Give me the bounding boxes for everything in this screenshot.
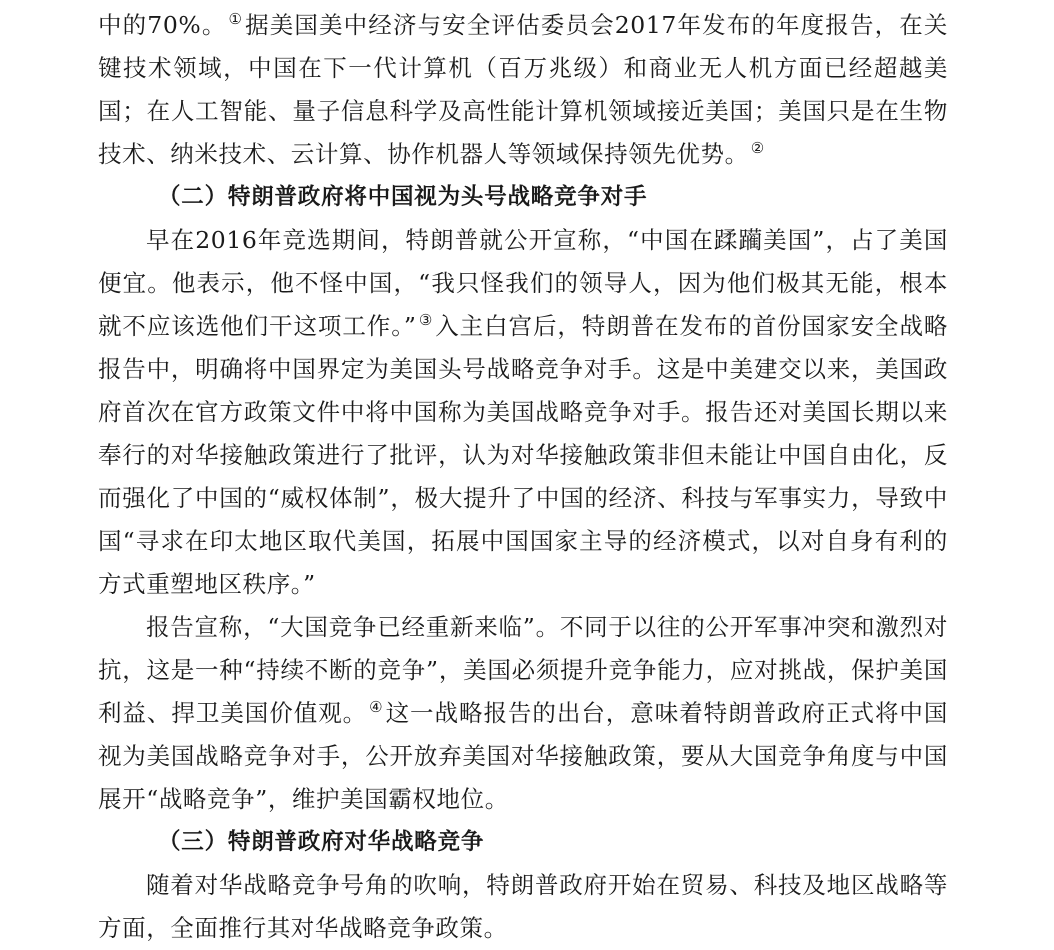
paragraph-policy-rollout: 随着对华战略竞争号角的吹响，特朗普政府开始在贸易、科技及地区战略等方面，全面推行其对华战略竞争政策。 bbox=[98, 871, 948, 942]
paragraph-text: 早在2016年竞选期间，特朗普就公开宣称，“中国在蹂躏美国”，占了美国便宜。他表示，他不怪中国，“我只怪我们的领导人，因为他们极其无能，根本就不应该选他们干这项工作。” bbox=[98, 226, 948, 340]
paragraph-text: 中的70%。 bbox=[98, 11, 227, 39]
footnote-marker-2[interactable]: ② bbox=[750, 139, 765, 157]
section-heading-2: （二）特朗普政府将中国视为头号战略竞争对手 bbox=[158, 184, 648, 210]
paragraph-text: 这一战略报告的出台，意味着特朗普政府正式将中国视为美国战略竞争对手，公开放弃美国对华接触政策，要从大国竞争角度与中国展开“战略竞争”，维护美国霸权地位。 bbox=[98, 699, 948, 813]
section-heading-3: （三）特朗普政府对华战略竞争 bbox=[158, 829, 485, 855]
paragraph-campaign bbox=[98, 219, 948, 606]
footnote-marker-1[interactable]: ① bbox=[228, 10, 244, 28]
paragraph-text: 报告宣称，“大国竞争已经重新来临”。不同于以往的公开军事冲突和激烈对抗，这是一种“持续不断的竞争”，美国必须提升竞争能力，应对挑战，保护美国利益、捍卫美国价值观。 bbox=[98, 613, 948, 727]
paragraph-report-claims bbox=[98, 606, 948, 821]
paragraph-text: 入主白宫后，特朗普在发布的首份国家安全战略报告中，明确将中国界定为美国头号战略竞争对手。这是中美建交以来，美国政府首次在官方政策文件中将中国称为美国战略竞争对手。报告还对美国长期以来奉行的对华接触政策进行了批评，认为对华接触政策非但未能让中国自由化，反而强化了中国的“威权体制”，极大提升了中国的经济、科技与军事实力，导致中国“寻求在印太地区取代美国，拓展中国国家主导的经济模式，以对自身有利的方式重塑地区秩序。” bbox=[98, 312, 948, 598]
paragraph-text: 据美国美中经济与安全评估委员会2017年发布的年度报告，在关键技术领域，中国在下一代计算机（百万兆级）和商业无人机方面已经超越美国；在人工智能、量子信息科学及高性能计算机领域接近美国；美国只是在生物技术、纳米技术、云计算、协作机器人等领域保持领先优势。 bbox=[98, 11, 948, 168]
paragraph-key-technology bbox=[98, 4, 948, 176]
footnote-marker-4[interactable]: ④ bbox=[369, 698, 384, 716]
document-page bbox=[98, 0, 948, 950]
footnote-marker-3[interactable]: ③ bbox=[418, 311, 434, 329]
